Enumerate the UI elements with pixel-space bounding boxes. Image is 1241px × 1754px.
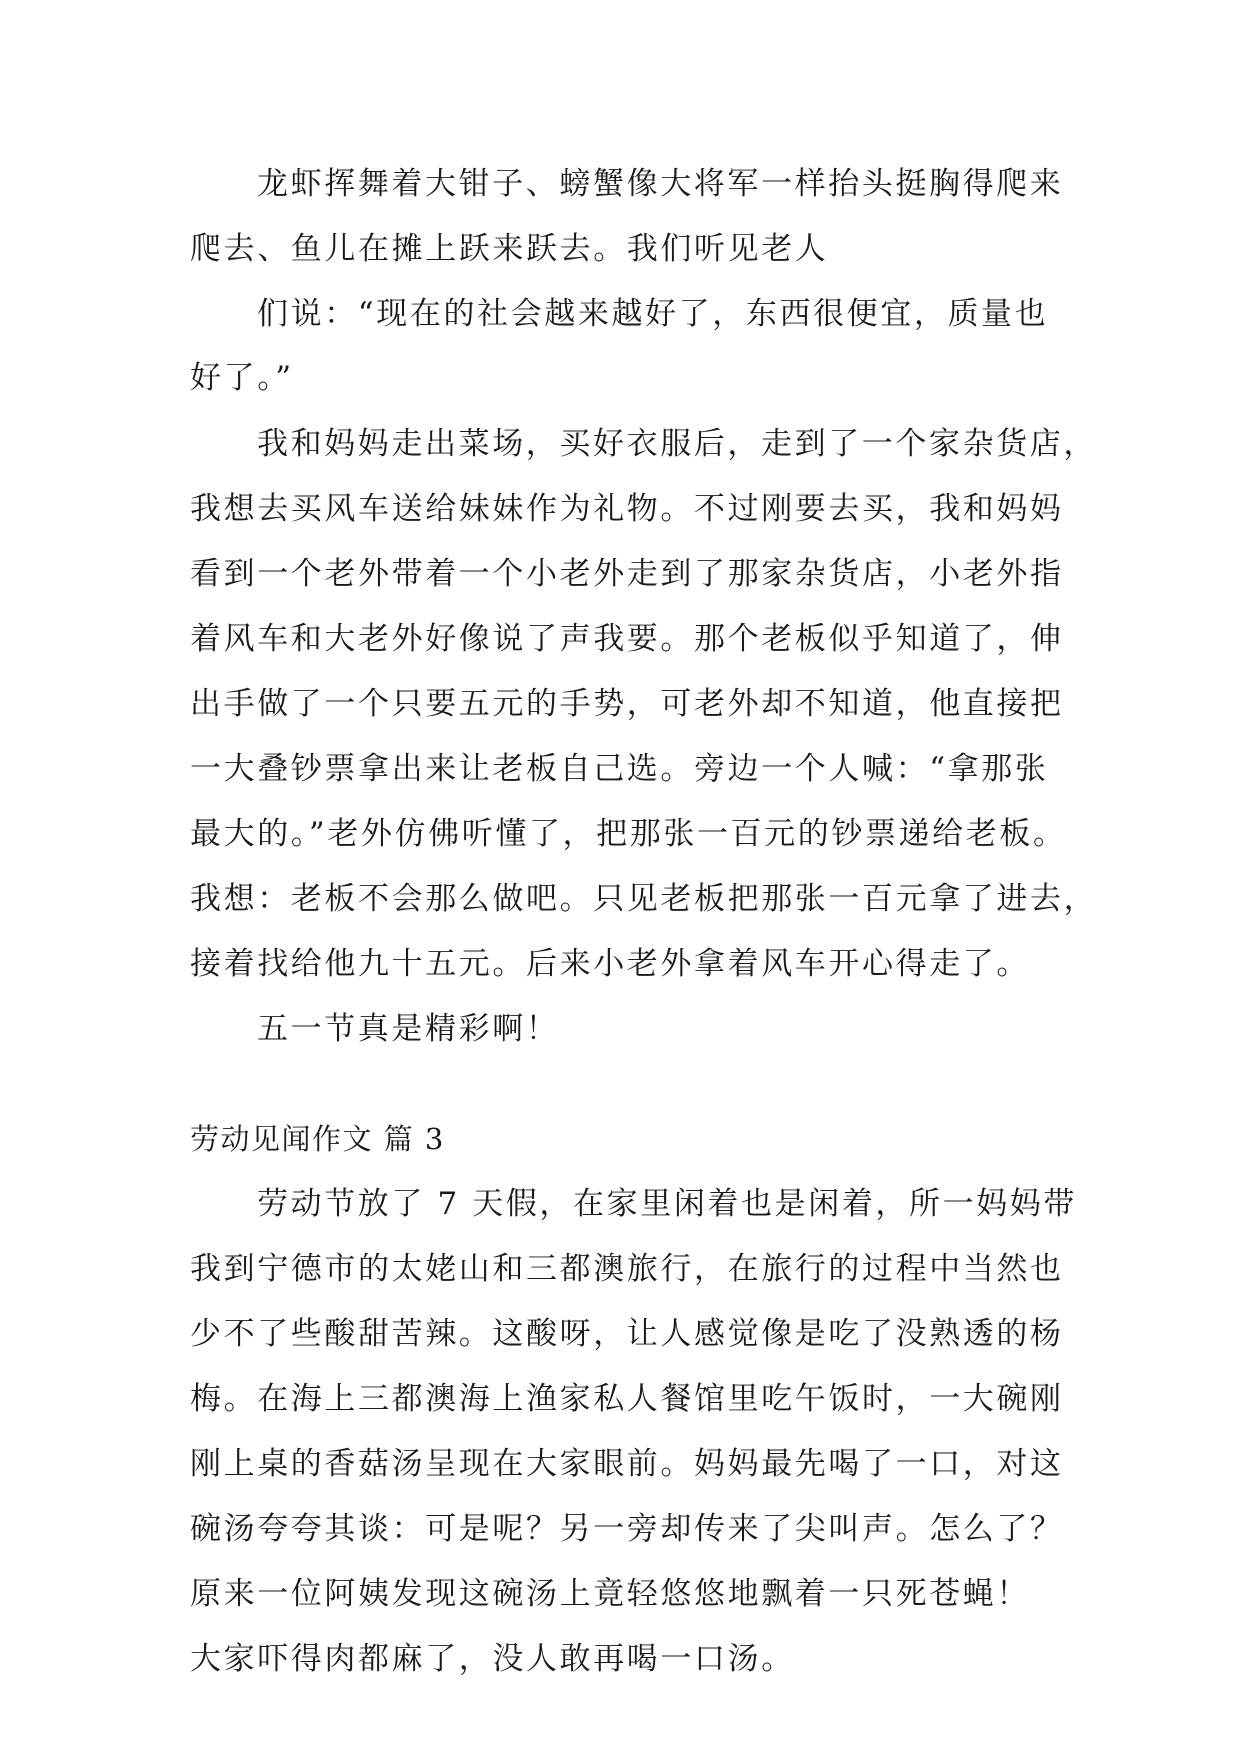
- paragraph-line: 一大叠钞票拿出来让老板自己选。旁边一个人喊：“拿那张: [190, 751, 1049, 787]
- paragraph-line: 着风车和大老外好像说了声我要。那个老板似乎知道了，伸: [190, 621, 1064, 657]
- paragraph-line: 我到宁德市的太姥山和三都澳旅行，在旅行的过程中当然也: [190, 1251, 1064, 1287]
- paragraph-line: 梅。在海上三都澳海上渔家私人餐馆里吃午饭时，一大碗刚: [190, 1381, 1064, 1417]
- paragraph-line: 劳动节放了 7 天假，在家里闲着也是闲着，所一妈妈带: [257, 1186, 1078, 1222]
- paragraph-line: 最大的。”老外仿佛听懂了，把那张一百元的钞票递给老板。: [190, 816, 1067, 852]
- paragraph-line: 我想去买风车送给妹妹作为礼物。不过刚要去买，我和妈妈: [190, 491, 1064, 527]
- paragraph-line: 碗汤夸夸其谈：可是呢？另一旁却传来了尖叫声。怎么了？: [190, 1511, 1064, 1547]
- paragraph-line: 大家吓得肉都麻了，没人敢再喝一口汤。: [190, 1641, 795, 1677]
- paragraph-line: 接着找给他九十五元。后来小老外拿着风车开心得走了。: [190, 946, 1030, 982]
- paragraph-line: 我和妈妈走出菜场，买好衣服后，走到了一个家杂货店，: [257, 426, 1097, 462]
- paragraph-line: 刚上桌的香菇汤呈现在大家眼前。妈妈最先喝了一口，对这: [190, 1446, 1064, 1482]
- section-heading: 劳动见闻作文 篇 3: [190, 1122, 445, 1156]
- paragraph-line: 出手做了一个只要五元的手势，可老外却不知道，他直接把: [190, 686, 1064, 722]
- paragraph-line: 爬去、鱼儿在摊上跃来跃去。我们听见老人: [190, 231, 829, 267]
- paragraph-line: 好了。”: [190, 360, 294, 396]
- paragraph-line: 龙虾挥舞着大钳子、螃蟹像大将军一样抬头挺胸得爬来: [257, 166, 1064, 202]
- paragraph-line: 五一节真是精彩啊！: [257, 1011, 560, 1047]
- paragraph-line: 们说：“现在的社会越来越好了，东西很便宜，质量也: [257, 296, 1049, 332]
- paragraph-line: 看到一个老外带着一个小老外走到了那家杂货店，小老外指: [190, 556, 1064, 592]
- paragraph-line: 我想：老板不会那么做吧。只见老板把那张一百元拿了进去，: [190, 881, 1098, 917]
- paragraph-line: 原来一位阿姨发现这碗汤上竟轻悠悠地飘着一只死苍蝇！: [190, 1576, 1030, 1612]
- paragraph-line: 少不了些酸甜苦辣。这酸呀，让人感觉像是吃了没熟透的杨: [190, 1316, 1064, 1352]
